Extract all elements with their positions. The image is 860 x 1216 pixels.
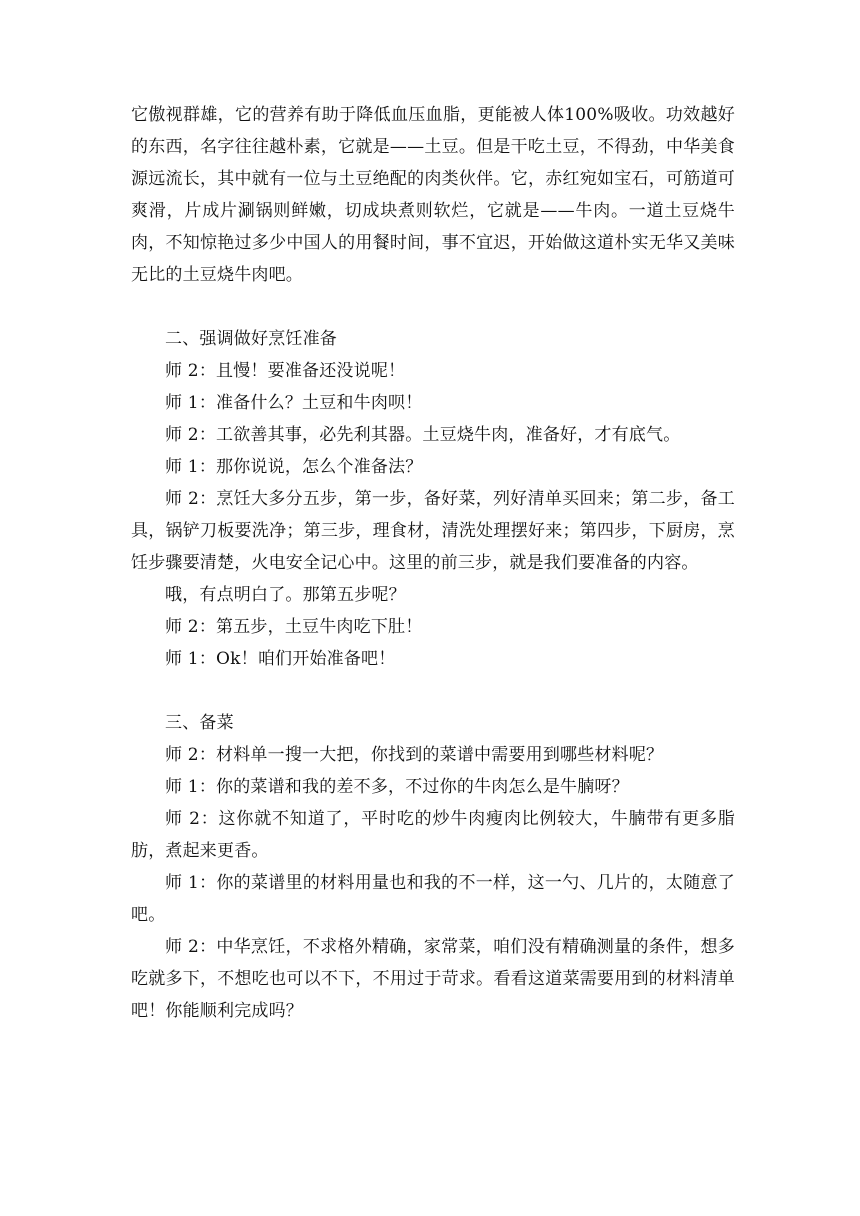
dialogue-line: 师 2：烹饪大多分五步，第一步，备好菜，列好清单买回来；第二步，备工具，锅铲刀板要洗净；第三步，理食材，清洗处理摆好来；第四步，下厨房，烹饪步骤要清楚，火电安全记心中。这里的前三步，就是我们要准备的内容。 — [131, 489, 735, 573]
dialogue-line: 师 2：工欲善其事，必先利其器。土豆烧牛肉，准备好，才有底气。 — [165, 425, 681, 445]
dialogue-line: 师 2：第五步，土豆牛肉吃下肚！ — [165, 617, 423, 637]
dialogue-line: 师 2：这你就不知道了，平时吃的炒牛肉瘦肉比例较大，牛腩带有更多脂肪，煮起来更香。 — [131, 809, 735, 861]
dialogue-line: 师 1：Ok！咱们开始准备吧！ — [165, 649, 396, 669]
dialogue-line: 师 2：且慢！要准备还没说呢！ — [165, 361, 406, 381]
section-2-heading: 二、强调做好烹饪准备 — [165, 329, 337, 349]
dialogue-line: 师 2：材料单一搜一大把，你找到的菜谱中需要用到哪些材料呢？ — [165, 745, 664, 765]
intro-paragraph: 它傲视群雄，它的营养有助于降低血压血脂，更能被人体100%吸收。功效越好的东西，名字往往越朴素，它就是——土豆。但是干吃土豆，不得劲，中华美食源远流长，其中就有一位与土豆绝配的肉类伙伴。它，赤红宛如宝石，可筋道可爽滑，片成片涮锅则鲜嫩，切成块煮则软烂，它就是——牛肉。一道土豆烧牛肉，不知惊艳过多少中国人的用餐时间，事不宜迟，开始做这道朴实无华又美味无比的土豆烧牛肉吧。 — [131, 105, 735, 285]
section-spacer — [131, 675, 735, 707]
dialogue-line: 师 2：中华烹饪，不求格外精确，家常菜，咱们没有精确测量的条件，想多吃就多下，不想吃也可以不下，不用过于苛求。看看这道菜需要用到的材料清单吧！你能顺利完成吗？ — [131, 937, 735, 1021]
dialogue-line: 师 1：那你说说，怎么个准备法？ — [165, 457, 423, 477]
section-spacer — [131, 291, 735, 323]
dialogue-line: 哦，有点明白了。那第五步呢？ — [165, 585, 406, 605]
dialogue-line: 师 1：你的菜谱里的材料用量也和我的不一样，这一勺、几片的，太随意了吧。 — [131, 873, 735, 925]
dialogue-line: 师 1：准备什么？土豆和牛肉呗！ — [165, 393, 423, 413]
dialogue-line: 师 1：你的菜谱和我的差不多，不过你的牛肉怎么是牛腩呀？ — [165, 777, 629, 797]
section-3-heading: 三、备菜 — [165, 713, 234, 733]
document-body — [131, 99, 735, 1027]
